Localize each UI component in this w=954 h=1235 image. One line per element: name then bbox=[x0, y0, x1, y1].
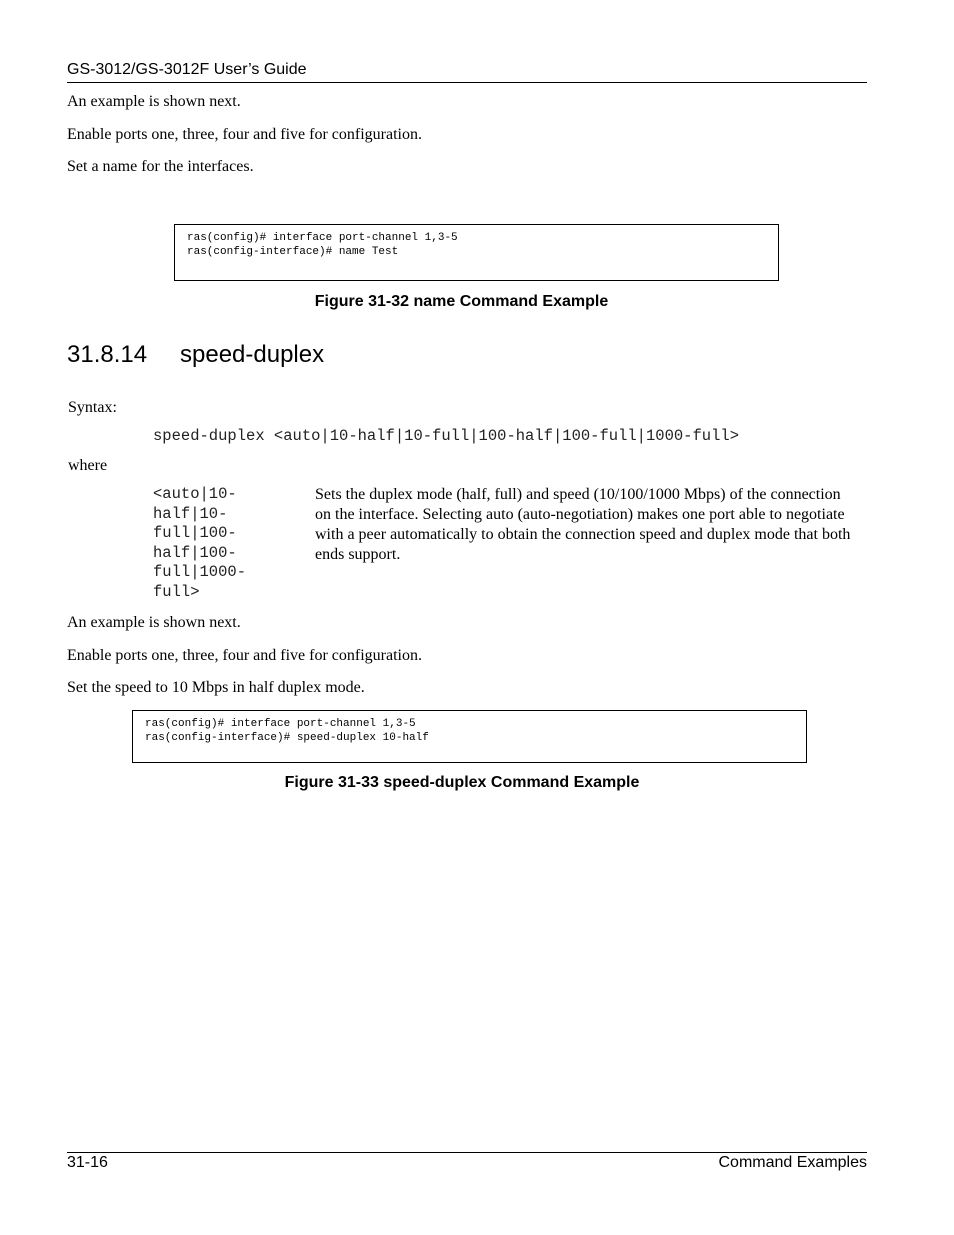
running-header: GS-3012/GS-3012F User’s Guide bbox=[67, 61, 307, 78]
example-paragraph-2: Enable ports one, three, four and five for configuration. bbox=[67, 647, 422, 664]
code-line: ras(config)# interface port-channel 1,3-5 bbox=[145, 718, 416, 730]
parameter-description: Sets the duplex mode (half, full) and speed (10/100/1000 Mbps) of the connection on the interface. Selecting auto (auto-negotiation) makes one port able to negotiate with a peer automatically to obtain the connection speed and duplex mode that both ends support. bbox=[315, 486, 851, 563]
figure-caption-speed-duplex: Figure 31-33 speed-duplex Command Example bbox=[284, 774, 640, 791]
parameter-name bbox=[153, 485, 246, 602]
section-number: 31.8.14 bbox=[67, 341, 148, 368]
code-example-name bbox=[174, 224, 779, 281]
syntax-label: Syntax: bbox=[68, 399, 117, 416]
section-heading bbox=[67, 340, 324, 370]
intro-paragraph-3: Set a name for the interfaces. bbox=[67, 158, 254, 175]
section-title: speed-duplex bbox=[180, 341, 325, 368]
where-label: where bbox=[68, 457, 108, 474]
intro-paragraph-2: Enable ports one, three, four and five for configuration. bbox=[67, 126, 422, 143]
code-example-speed-duplex bbox=[132, 710, 807, 763]
code-line: ras(config-interface)# speed-duplex 10-half bbox=[145, 732, 429, 744]
syntax-command: speed-duplex <auto|10-half|10-full|100-half|100-full|1000-full> bbox=[153, 427, 739, 445]
header-rule bbox=[67, 82, 867, 83]
code-line: ras(config-interface)# name Test bbox=[187, 246, 399, 258]
example-paragraph-1: An example is shown next. bbox=[67, 614, 241, 631]
page-number: 31-16 bbox=[67, 1154, 108, 1171]
example-paragraph-3: Set the speed to 10 Mbps in half duplex mode. bbox=[67, 679, 365, 696]
code-line: ras(config)# interface port-channel 1,3-5 bbox=[187, 232, 458, 244]
parameter-name-line: <auto|10- bbox=[153, 485, 237, 503]
parameter-name-line: full|1000- bbox=[153, 563, 247, 581]
intro-paragraph-1: An example is shown next. bbox=[67, 93, 241, 110]
chapter-name: Command Examples bbox=[718, 1154, 867, 1171]
parameter-name-line: half|10- bbox=[153, 504, 228, 523]
parameter-name-line: half|100- bbox=[153, 543, 237, 562]
parameter-name-line: full> bbox=[153, 582, 200, 601]
figure-caption-name: Figure 31-32 name Command Example bbox=[314, 293, 609, 310]
parameter-name-line: full|100- bbox=[153, 524, 237, 542]
